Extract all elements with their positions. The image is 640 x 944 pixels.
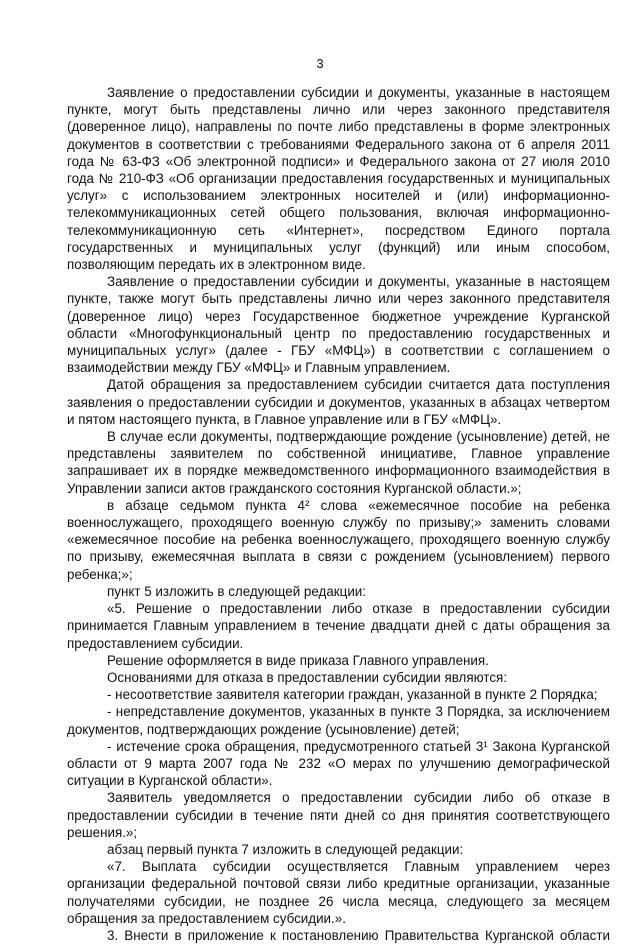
paragraph-mfc-submission: Заявление о предоставлении субсидии и документы, указанные в настоящем пункте, также могут быть представлены лично или через законного представителя (доверенное лицо) через Государственное бюджетное учреждение Курганской области «Многофункциональный центр по предоставлению государственных и муниципальных услуг» (далее - ГБУ «МФЦ») в соответствии с соглашением о взаимодействии между ГБУ «МФЦ» и Главным управлением. [67, 274, 610, 376]
paragraph-interagency-request: В случае если документы, подтверждающие рождение (усыновление) детей, не представлены заявителем по собственной инициативе, Главное управление запрашивает их в порядке межведомственного информационного взаимодействия в Управлении записи актов гражданского состояния Курганской области.»; [67, 429, 610, 496]
paragraph-item-3-amendment: 3. Внести в приложение к постановлению Правительства Курганской области [107, 927, 610, 943]
paragraph-clause-7-intro: абзац первый пункта 7 изложить в следующей редакции: [107, 841, 464, 857]
paragraph-applicant-notification: Заявитель уведомляется о предоставлении субсидии либо об отказе в предоставлении субсидии в течение пяти дней со дня принятия соответствующего решения.»; [67, 790, 610, 840]
document-body [67, 84, 610, 944]
paragraph-clause-7-payment: «7. Выплата субсидии осуществляется Главным управлением через организации федеральной почтовой связи либо кредитные организации, указанные получателями субсидии, не позднее 26 числа месяца, следующего за месяцем обращения за предоставлением субсидии.». [67, 859, 610, 926]
list-item-missing-documents: - непредставление документов, указанных в пункте 3 Порядка, за исключением документов, подтверждающих рождение (усыновление) детей; [67, 704, 610, 737]
paragraph-date-of-application: Датой обращения за предоставлением субсидии считается дата поступления заявления о предоставлении субсидии и документов, указанных в абзацах четвертом и пятом настоящего пункта, в Главное управление или в ГБУ «МФЦ». [67, 377, 610, 427]
paragraph-clause-5-decision: «5. Решение о предоставлении либо отказе в предоставлении субсидии принимается Главным управлением в течение двадцати дней с даты обращения за предоставлением субсидии. [67, 601, 610, 651]
paragraph-electronic-submission: Заявление о предоставлении субсидии и документы, указанные в настоящем пункте, могут быть представлены лично или через законного представителя (доверенное лицо), направлены по почте либо представлены в форме электронных документов в соответствии с требованиями Федерального закона от 6 апреля 2011 года № 63-ФЗ «Об электронной подписи» и Федерального закона от 27 июля 2010 года № 210-ФЗ «Об организации предоставления государственных и муниципальных услуг» с использованием электронных носителей и (или) информационно-телекоммуникационных сетей общего пользования, включая информационно-телекоммуникационную сеть «Интернет», посредством Единого портала государственных и муниципальных услуг (функций) или иным способом, позволяющим передать их в электронном виде. [67, 85, 610, 273]
list-item-deadline-expired: - истечение срока обращения, предусмотренного статьей 3¹ Закона Курганской области от 9 марта 2007 года № 232 «О мерах по улучшению демографической ситуации в Курганской области». [67, 738, 610, 789]
paragraph-decision-form: Решение оформляется в виде приказа Главного управления. [107, 652, 489, 668]
paragraph-clause-5-intro: пункт 5 изложить в следующей редакции: [107, 583, 366, 599]
page-number: 3 [316, 56, 324, 71]
paragraph-amend-clause-4-2: в абзаце седьмом пункта 4² слова «ежемесячное пособие на ребенка военнослужащего, проходящего военную службу по призыву;» заменить словами «ежемесячное пособие на ребенка военнослужащего, проходящего военную службу по призыву, ежемесячная выплата в связи с рождением (усыновлением) первого ребенка;»; [67, 497, 610, 582]
list-item-category-mismatch: - несоответствие заявителя категории граждан, указанной в пункте 2 Порядка; [107, 687, 598, 703]
paragraph-refusal-grounds: Основаниями для отказа в предоставлении субсидии являются: [107, 669, 507, 685]
